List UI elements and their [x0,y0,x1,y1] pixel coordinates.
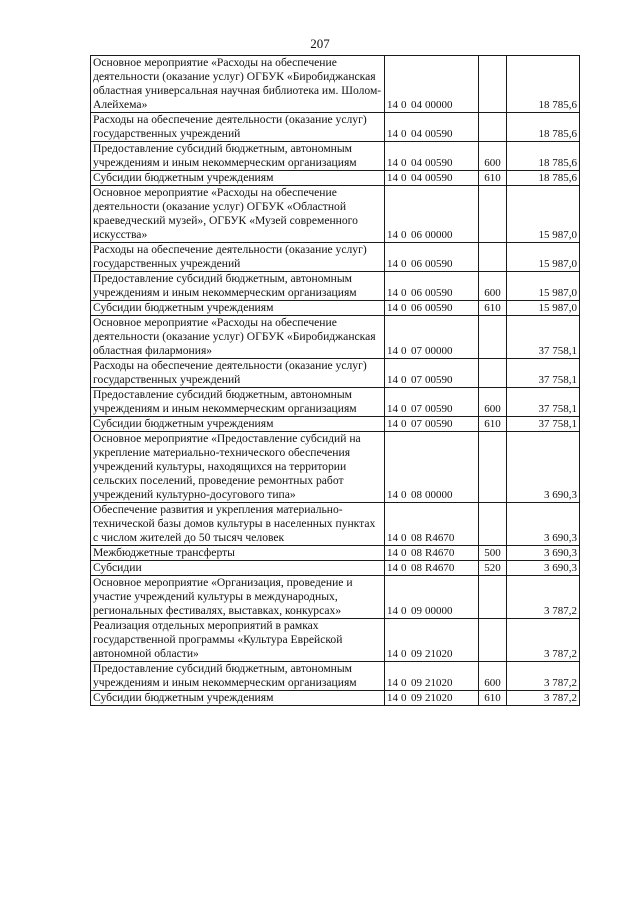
expense-description: Межбюджетные трансферты [91,546,385,561]
expense-description: Основное мероприятие «Расходы на обеспечение деятельности (оказание услуг) ОГБУК «Областной краеведческий музей», ОГБУК «Музей современного искусства» [91,186,385,243]
table-row [91,186,580,243]
amount-value: 3 787,2 [507,662,580,691]
expense-description: Обеспечение развития и укрепления материально-технической базы домов культуры в населенных пунктах с числом жителей до 50 тысяч человек [91,503,385,546]
subprogram-code: 0 [401,345,407,357]
event-code: 04 [411,172,422,184]
expense-description: Расходы на обеспечение деятельности (оказание услуг) государственных учреждений [91,359,385,388]
program-code: 14 [387,418,398,430]
budget-table [90,55,580,706]
event-code: 09 [411,648,422,660]
subprogram-code: 0 [401,547,407,559]
table-row [91,301,580,316]
expense-description: Основное мероприятие «Расходы на обеспечение деятельности (оказание услуг) ОГБУК «Биробиджанская областная филармония» [91,316,385,359]
table-row [91,243,580,272]
event-code: 06 [411,258,422,270]
page-number: 207 [310,36,330,51]
program-code: 14 [387,677,398,689]
table-row [91,56,580,113]
amount-value: 15 987,0 [507,272,580,301]
expense-type-code: 500 [479,546,507,561]
table-row [91,561,580,576]
classification-code [385,503,479,546]
table-row [91,142,580,171]
expense-type-code [479,359,507,388]
direction-code: 00000 [425,345,453,357]
amount-value: 3 690,3 [507,503,580,546]
expense-description: Основное мероприятие «Расходы на обеспечение деятельности (оказание услуг) ОГБУК «Биробиджанская областная универсальная научная библиотека им. Шолом-Алейхема» [91,56,385,113]
expense-description: Основное мероприятие «Организация, проведение и участие учреждений культуры в международных, региональных фестивалях, выставках, конкурсах» [91,576,385,619]
table-row [91,171,580,186]
direction-code: 00590 [425,403,453,415]
subprogram-code: 0 [401,258,407,270]
event-code: 06 [411,302,422,314]
subprogram-code: 0 [401,172,407,184]
expense-type-code: 610 [479,691,507,706]
expense-type-code [479,243,507,272]
amount-value: 3 787,2 [507,691,580,706]
amount-value: 3 690,3 [507,432,580,503]
expense-description: Расходы на обеспечение деятельности (оказание услуг) государственных учреждений [91,243,385,272]
subprogram-code: 0 [401,374,407,386]
table-row [91,417,580,432]
event-code: 07 [411,403,422,415]
classification-code [385,301,479,316]
classification-code [385,388,479,417]
program-code: 14 [387,128,398,140]
expense-type-code: 610 [479,417,507,432]
program-code: 14 [387,229,398,241]
amount-value: 37 758,1 [507,316,580,359]
expense-type-code [479,619,507,662]
table-row [91,546,580,561]
event-code: 08 [411,562,422,574]
expense-type-code [479,503,507,546]
event-code: 07 [411,418,422,430]
expense-type-code: 610 [479,171,507,186]
expense-description: Предоставление субсидий бюджетным, автономным учреждениям и иным некоммерческим организациям [91,142,385,171]
expense-description: Предоставление субсидий бюджетным, автономным учреждениям и иным некоммерческим организациям [91,662,385,691]
classification-code [385,619,479,662]
program-code: 14 [387,532,398,544]
amount-value: 37 758,1 [507,359,580,388]
event-code: 06 [411,287,422,299]
table-row [91,503,580,546]
subprogram-code: 0 [401,562,407,574]
direction-code: 00000 [425,605,453,617]
classification-code [385,417,479,432]
expense-description: Субсидии бюджетным учреждениям [91,691,385,706]
amount-value: 15 987,0 [507,243,580,272]
classification-code [385,186,479,243]
amount-value: 18 785,6 [507,113,580,142]
direction-code: R4670 [425,532,455,544]
direction-code: 00590 [425,287,453,299]
program-code: 14 [387,287,398,299]
program-code: 14 [387,605,398,617]
expense-description: Расходы на обеспечение деятельности (оказание услуг) государственных учреждений [91,113,385,142]
subprogram-code: 0 [401,229,407,241]
program-code: 14 [387,648,398,660]
subprogram-code: 0 [401,403,407,415]
subprogram-code: 0 [401,302,407,314]
program-code: 14 [387,258,398,270]
subprogram-code: 0 [401,605,407,617]
table-row [91,432,580,503]
expense-type-code: 600 [479,272,507,301]
amount-value: 15 987,0 [507,301,580,316]
expense-type-code: 600 [479,388,507,417]
expense-type-code [479,186,507,243]
event-code: 09 [411,677,422,689]
direction-code: 00000 [425,489,453,501]
classification-code [385,576,479,619]
expense-type-code [479,316,507,359]
direction-code: 21020 [425,677,453,689]
program-code: 14 [387,374,398,386]
expense-type-code [479,113,507,142]
event-code: 08 [411,489,422,501]
expense-type-code [479,56,507,113]
expense-type-code: 610 [479,301,507,316]
amount-value: 3 787,2 [507,619,580,662]
event-code: 09 [411,692,422,704]
table-row [91,388,580,417]
direction-code: R4670 [425,562,455,574]
expense-description: Предоставление субсидий бюджетным, автономным учреждениям и иным некоммерческим организациям [91,388,385,417]
classification-code [385,691,479,706]
classification-code [385,171,479,186]
classification-code [385,546,479,561]
classification-code [385,561,479,576]
direction-code: 21020 [425,648,453,660]
amount-value: 3 690,3 [507,546,580,561]
expense-description: Субсидии бюджетным учреждениям [91,417,385,432]
program-code: 14 [387,547,398,559]
expense-type-code [479,432,507,503]
amount-value: 18 785,6 [507,56,580,113]
amount-value: 18 785,6 [507,142,580,171]
classification-code [385,432,479,503]
event-code: 07 [411,374,422,386]
table-row [91,359,580,388]
classification-code [385,662,479,691]
subprogram-code: 0 [401,99,407,111]
expense-description: Предоставление субсидий бюджетным, автономным учреждениям и иным некоммерческим организациям [91,272,385,301]
event-code: 07 [411,345,422,357]
classification-code [385,142,479,171]
table-row [91,619,580,662]
direction-code: R4670 [425,547,455,559]
expense-type-code: 600 [479,142,507,171]
direction-code: 00000 [425,229,453,241]
subprogram-code: 0 [401,489,407,501]
program-code: 14 [387,172,398,184]
direction-code: 00590 [425,157,453,169]
table-row [91,316,580,359]
direction-code: 21020 [425,692,453,704]
event-code: 04 [411,99,422,111]
program-code: 14 [387,403,398,415]
table-row [91,662,580,691]
amount-value: 15 987,0 [507,186,580,243]
program-code: 14 [387,157,398,169]
subprogram-code: 0 [401,532,407,544]
classification-code [385,272,479,301]
event-code: 04 [411,128,422,140]
subprogram-code: 0 [401,128,407,140]
program-code: 14 [387,345,398,357]
event-code: 04 [411,157,422,169]
event-code: 09 [411,605,422,617]
amount-value: 37 758,1 [507,388,580,417]
expense-description: Основное мероприятие «Предоставление субсидий на укрепление материально-технического обеспечения учреждений культуры, находящихся на территории сельских поселений, проведение ремонтных работ учреждений культурно-досугового типа» [91,432,385,503]
direction-code: 00590 [425,374,453,386]
subprogram-code: 0 [401,677,407,689]
program-code: 14 [387,489,398,501]
direction-code: 00000 [425,99,453,111]
direction-code: 00590 [425,128,453,140]
event-code: 08 [411,547,422,559]
program-code: 14 [387,692,398,704]
direction-code: 00590 [425,172,453,184]
budget-table-body [91,56,580,706]
subprogram-code: 0 [401,287,407,299]
classification-code [385,316,479,359]
expense-type-code: 520 [479,561,507,576]
direction-code: 00590 [425,302,453,314]
direction-code: 00590 [425,258,453,270]
table-row [91,691,580,706]
table-row [91,576,580,619]
event-code: 06 [411,229,422,241]
classification-code [385,113,479,142]
subprogram-code: 0 [401,418,407,430]
expense-description: Субсидии [91,561,385,576]
direction-code: 00590 [425,418,453,430]
expense-description: Субсидии бюджетным учреждениям [91,171,385,186]
amount-value: 3 787,2 [507,576,580,619]
amount-value: 3 690,3 [507,561,580,576]
expense-description: Субсидии бюджетным учреждениям [91,301,385,316]
expense-type-code [479,576,507,619]
classification-code [385,56,479,113]
event-code: 08 [411,532,422,544]
program-code: 14 [387,302,398,314]
subprogram-code: 0 [401,157,407,169]
table-row [91,113,580,142]
table-row [91,272,580,301]
classification-code [385,359,479,388]
subprogram-code: 0 [401,648,407,660]
expense-type-code: 600 [479,662,507,691]
program-code: 14 [387,562,398,574]
amount-value: 37 758,1 [507,417,580,432]
amount-value: 18 785,6 [507,171,580,186]
program-code: 14 [387,99,398,111]
subprogram-code: 0 [401,692,407,704]
classification-code [385,243,479,272]
expense-description: Реализация отдельных мероприятий в рамках государственной программы «Культура Еврейской автономной области» [91,619,385,662]
